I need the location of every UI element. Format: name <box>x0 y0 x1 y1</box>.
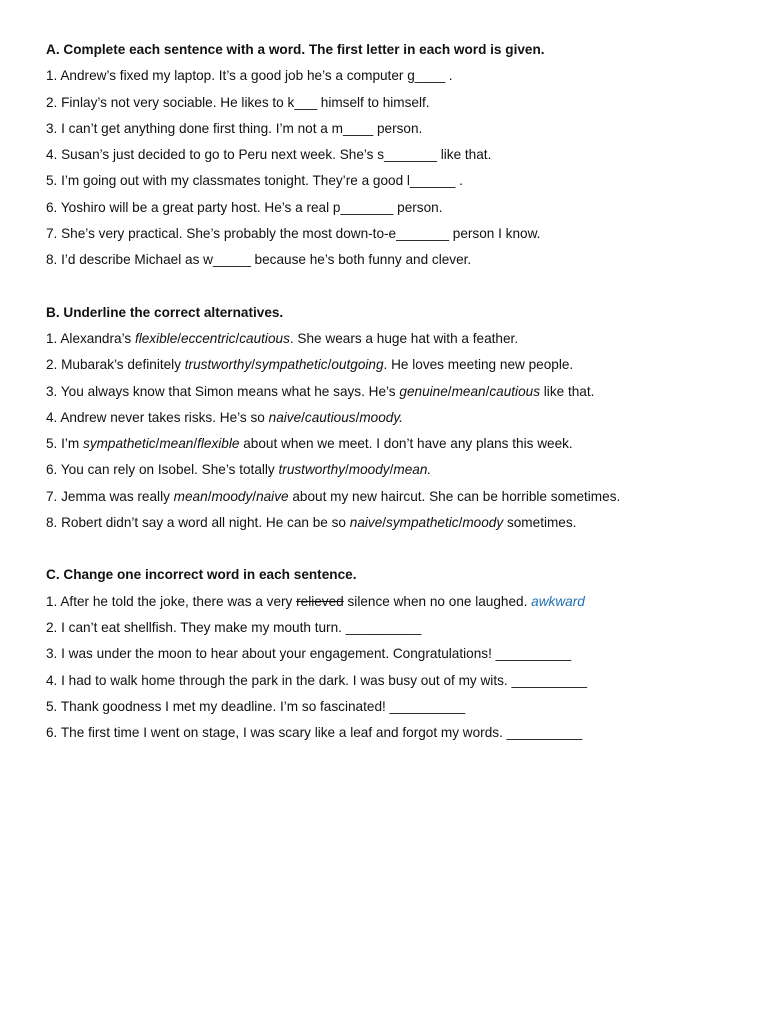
item-text: . <box>399 409 403 425</box>
section-c-item-5: 5. Thank goodness I met my deadline. I’m so fascinated! __________ <box>46 698 466 714</box>
item-text: 8. Robert didn’t say a word all night. He can be so <box>46 515 350 531</box>
alternative-option[interactable]: naive <box>349 515 383 531</box>
item-text: silence when no one laughed. <box>343 593 532 609</box>
section-a <box>46 40 746 277</box>
section-c <box>46 565 746 749</box>
item-text: about when we meet. I don’t have any plans this week. <box>239 436 573 452</box>
section-spacer <box>46 277 746 303</box>
section-a-item-8: 8. I’d describe Michael as w_____ because he’s both funny and clever. <box>46 252 472 268</box>
alternative-option[interactable]: sympathetic <box>83 436 156 452</box>
section-c-example <box>46 592 746 618</box>
alternative-option[interactable]: mean <box>451 383 486 399</box>
item-text: about my new haircut. She can be horrible sometimes. <box>288 488 621 504</box>
item-text: 5. I’m <box>46 436 84 452</box>
alternative-option[interactable]: cautious <box>489 383 540 399</box>
section-b <box>46 303 746 540</box>
section-a-item-5: 5. I’m going out with my classmates tonight. They’re a good l______ . <box>46 173 463 189</box>
alternative-option[interactable]: cautious <box>239 330 290 346</box>
section-b-item-7: 7. Jemma was really mean/moody/naive about my new haircut. She can be horrible sometimes. <box>46 488 621 504</box>
item-text: . She wears a huge hat with a feather. <box>289 330 519 346</box>
alternative-option[interactable]: genuine <box>399 383 448 399</box>
alternative-option[interactable]: moody <box>359 409 400 425</box>
section-b-item-5: 5. I’m sympathetic/mean/flexible about when we meet. I don’t have any plans this week. <box>46 436 573 452</box>
section-b-item-4: 4. Andrew never takes risks. He’s so naive/cautious/moody. <box>46 409 403 425</box>
section-a-item-2: 2. Finlay’s not very sociable. He likes to k___ himself to himself. <box>46 94 430 110</box>
item-text: 1. Alexandra’s <box>46 330 135 346</box>
alternative-option[interactable]: mean <box>159 436 194 452</box>
alternative-option[interactable]: moody <box>348 462 390 478</box>
section-c-item-6: 6. The first time I went on stage, I was scary like a leaf and forgot my words. __________ <box>46 725 583 741</box>
section-spacer <box>46 539 746 565</box>
alternative-option[interactable]: trustworthy <box>278 462 345 478</box>
item-text: 2. Mubarak’s definitely <box>46 357 185 373</box>
alternative-option[interactable]: sympathetic <box>255 357 328 373</box>
section-a-heading: A. Complete each sentence with a word. The first letter in each word is given. <box>46 42 545 57</box>
item-text: . He loves meeting new people. <box>383 357 574 373</box>
item-text: 1. After he told the joke, there was a very <box>46 593 297 609</box>
item-text: 6. You can rely on Isobel. She’s totally <box>46 462 279 478</box>
alternative-option[interactable]: flexible <box>134 330 178 346</box>
alternative-option[interactable]: mean <box>393 462 428 478</box>
alternative-option[interactable]: trustworthy <box>184 357 252 373</box>
section-a-item-6: 6. Yoshiro will be a great party host. He’s a real p_______ person. <box>46 199 443 215</box>
section-c-item-4: 4. I had to walk home through the park in the dark. I was busy out of my wits. __________ <box>46 672 588 688</box>
section-b-item-2: 2. Mubarak’s definitely trustworthy/sympathetic/outgoing. He loves meeting new people. <box>46 357 574 373</box>
item-text: like that. <box>540 383 595 399</box>
section-c-item-2: 2. I can’t eat shellfish. They make my mouth turn. __________ <box>46 619 422 635</box>
item-text: 7. Jemma was really <box>46 488 174 504</box>
alternative-option[interactable]: outgoing <box>331 357 384 373</box>
section-b-item-3: 3. You always know that Simon means what he says. He’s genuine/mean/cautious like that. <box>46 383 595 399</box>
item-text: 3. You always know that Simon means what he says. He’s <box>46 383 400 399</box>
item-text: 4. Andrew never takes risks. He’s so <box>46 409 269 425</box>
section-b-heading: B. Underline the correct alternatives. <box>46 304 284 320</box>
section-b-item-6: 6. You can rely on Isobel. She’s totally trustworthy/moody/mean. <box>46 462 432 478</box>
section-a-item-4: 4. Susan’s just decided to go to Peru next week. She’s s_______ like that. <box>46 147 492 163</box>
section-a-item-1: 1. Andrew’s fixed my laptop. It’s a good job he’s a computer g____ . <box>46 68 453 84</box>
alternative-option[interactable]: moody <box>462 515 504 531</box>
struck-word: relieved <box>296 593 344 609</box>
section-a-item-3: 3. I can’t get anything done first thing. I’m not a m____ person. <box>46 120 423 136</box>
section-c-item-3: 3. I was under the moon to hear about your engagement. Congratulations! __________ <box>46 646 572 662</box>
alternative-option[interactable]: mean <box>173 488 208 504</box>
section-b-item-8: 8. Robert didn’t say a word all night. He can be so naive/sympathetic/moody sometimes. <box>46 515 577 531</box>
item-text: . <box>427 462 432 478</box>
section-b-item-1: 1. Alexandra’s flexible/eccentric/cautious. She wears a huge hat with a feather. <box>46 330 519 346</box>
worksheet <box>46 40 746 749</box>
alternative-option[interactable]: naive <box>268 409 302 425</box>
alternative-option[interactable]: cautious <box>304 409 356 425</box>
section-a-item-7: 7. She’s very practical. She’s probably the most down-to-e_______ person I know. <box>46 226 541 242</box>
alternative-option[interactable]: sympathetic <box>386 515 459 531</box>
alternative-option[interactable]: moody <box>211 488 253 504</box>
alternative-option[interactable]: flexible <box>197 436 240 452</box>
alternative-option[interactable]: eccentric <box>181 330 236 346</box>
section-c-heading: C. Change one incorrect word in each sentence. <box>46 567 357 583</box>
example-answer: awkward <box>531 593 585 609</box>
item-text: sometimes. <box>503 515 577 531</box>
alternative-option[interactable]: naive <box>256 488 289 504</box>
